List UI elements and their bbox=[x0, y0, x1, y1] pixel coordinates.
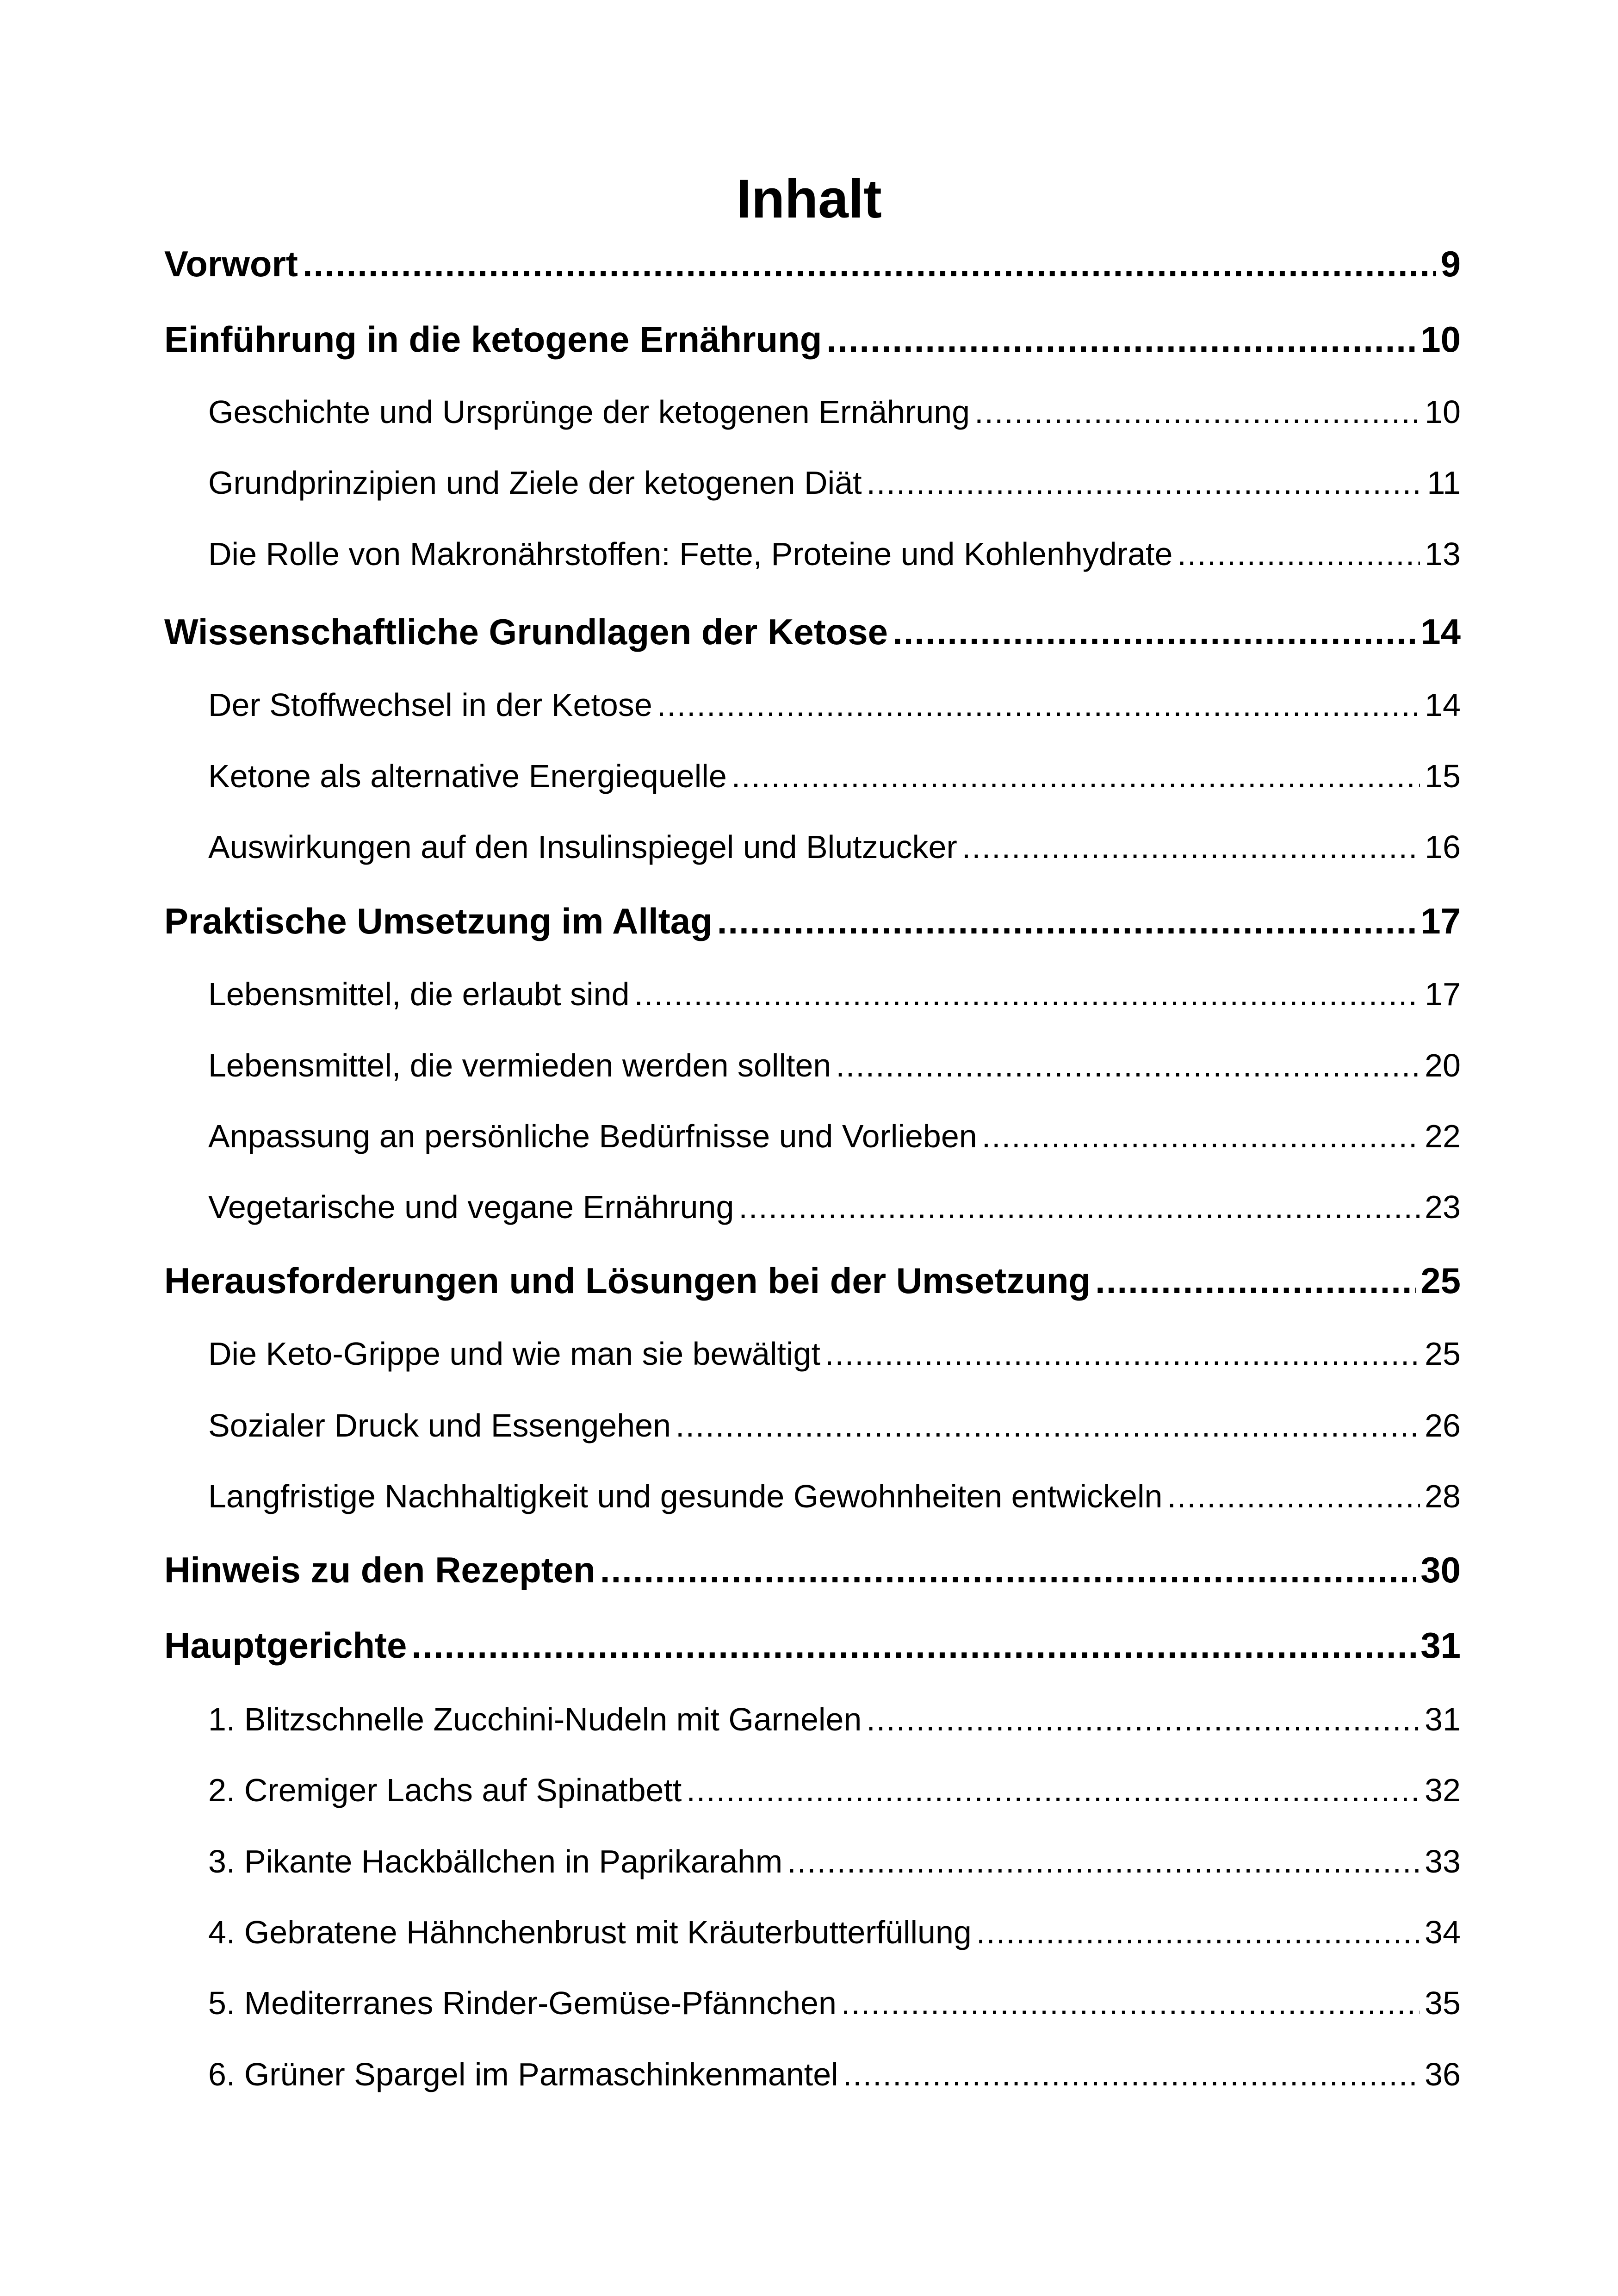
dot-leader bbox=[976, 1909, 1420, 1955]
toc-entry-label: 3. Pikante Hackbällchen in Paprikarahm bbox=[208, 1843, 783, 1879]
toc-entry-page-number: 11 bbox=[1427, 465, 1461, 501]
toc-entry-label: Herausforderungen und Lösungen bei der Umsetzung bbox=[164, 1260, 1091, 1301]
toc-chapter-entry bbox=[164, 896, 1461, 946]
toc-entry-page-number: 31 bbox=[1420, 1625, 1461, 1666]
toc-entry-page-number: 35 bbox=[1425, 1985, 1461, 2021]
toc-entry-page-number: 23 bbox=[1425, 1189, 1461, 1225]
toc-entry-label: Lebensmittel, die vermieden werden sollten bbox=[208, 1047, 831, 1083]
dot-leader bbox=[738, 1184, 1420, 1230]
dot-leader bbox=[1167, 1473, 1420, 1519]
toc-entry-page-number: 9 bbox=[1440, 243, 1461, 284]
toc-entry-label: Grundprinzipien und Ziele der ketogenen Diät bbox=[208, 465, 862, 501]
toc-chapter-entry bbox=[164, 238, 1461, 289]
dot-leader bbox=[974, 389, 1420, 435]
toc-entry-page-number: 25 bbox=[1425, 1336, 1461, 1372]
toc-section-entry bbox=[208, 1767, 1461, 1813]
page-title: Inhalt bbox=[736, 168, 882, 230]
toc-entry-label: Geschichte und Ursprünge der ketogenen Ernährung bbox=[208, 394, 970, 430]
dot-leader bbox=[411, 1620, 1416, 1671]
toc-section-entry bbox=[208, 1113, 1461, 1159]
dot-leader bbox=[982, 1113, 1420, 1159]
dot-leader bbox=[836, 1042, 1420, 1089]
dot-leader bbox=[962, 824, 1420, 870]
toc-entry-page-number: 26 bbox=[1425, 1407, 1461, 1444]
toc-entry-label: 1. Blitzschnelle Zucchini-Nudeln mit Garnelen bbox=[208, 1701, 862, 1737]
toc-entry-label: Sozialer Druck und Essengehen bbox=[208, 1407, 671, 1444]
toc-section-entry bbox=[208, 753, 1461, 799]
toc-entry-label: Langfristige Nachhaltigkeit und gesunde Gewohnheiten entwickeln bbox=[208, 1478, 1163, 1514]
toc-entry-page-number: 16 bbox=[1425, 829, 1461, 865]
toc-entry-label: Vegetarische und vegane Ernährung bbox=[208, 1189, 734, 1225]
dot-leader bbox=[843, 2051, 1420, 2097]
dot-leader bbox=[825, 1331, 1420, 1377]
toc-entry-label: Hauptgerichte bbox=[164, 1625, 407, 1666]
dot-leader bbox=[867, 460, 1423, 506]
dot-leader bbox=[1177, 531, 1420, 577]
dot-leader bbox=[686, 1767, 1420, 1813]
toc-section-entry bbox=[208, 1331, 1461, 1377]
toc-entry-page-number: 31 bbox=[1425, 1701, 1461, 1737]
toc-entry-label: Die Rolle von Makronährstoffen: Fette, Proteine und Kohlenhydrate bbox=[208, 536, 1173, 572]
toc-entry-page-number: 17 bbox=[1420, 901, 1461, 941]
toc-entry-label: 5. Mediterranes Rinder-Gemüse-Pfännchen bbox=[208, 1985, 837, 2021]
toc-section-entry bbox=[208, 2051, 1461, 2097]
dot-leader bbox=[600, 1544, 1416, 1595]
toc-entry-page-number: 14 bbox=[1420, 611, 1461, 652]
dot-leader bbox=[676, 1402, 1420, 1449]
toc-section-entry bbox=[208, 1838, 1461, 1885]
toc-entry-label: Lebensmittel, die erlaubt sind bbox=[208, 976, 630, 1012]
dot-leader bbox=[657, 682, 1420, 728]
toc-section-entry bbox=[208, 1909, 1461, 1955]
toc-entry-label: Praktische Umsetzung im Alltag bbox=[164, 901, 713, 941]
toc-section-entry bbox=[208, 971, 1461, 1017]
toc-section-entry bbox=[208, 460, 1461, 506]
toc-chapter-entry bbox=[164, 1544, 1461, 1595]
dot-leader bbox=[787, 1838, 1420, 1885]
toc-chapter-entry bbox=[164, 1255, 1461, 1306]
toc-entry-label: Wissenschaftliche Grundlagen der Ketose bbox=[164, 611, 888, 652]
toc-section-entry bbox=[208, 531, 1461, 577]
toc-entry-label: 6. Grüner Spargel im Parmaschinkenmantel bbox=[208, 2056, 838, 2092]
toc-chapter-entry bbox=[164, 314, 1461, 365]
toc-entry-page-number: 10 bbox=[1420, 319, 1461, 360]
dot-leader bbox=[826, 314, 1416, 365]
toc-section-entry bbox=[208, 1184, 1461, 1230]
toc-section-entry bbox=[208, 1402, 1461, 1449]
dot-leader bbox=[893, 606, 1416, 657]
toc-entry-label: Anpassung an persönliche Bedürfnisse und Vorlieben bbox=[208, 1118, 977, 1154]
toc-entry-page-number: 36 bbox=[1425, 2056, 1461, 2092]
toc-entry-page-number: 32 bbox=[1425, 1772, 1461, 1808]
toc-entry-page-number: 25 bbox=[1420, 1260, 1461, 1301]
toc-entry-page-number: 17 bbox=[1425, 976, 1461, 1012]
toc-entry-page-number: 14 bbox=[1425, 687, 1461, 723]
dot-leader bbox=[303, 238, 1436, 289]
toc-section-entry bbox=[208, 1473, 1461, 1519]
toc-entry-label: Einführung in die ketogene Ernährung bbox=[164, 319, 822, 360]
toc-section-entry bbox=[208, 389, 1461, 435]
toc-entry-label: 2. Cremiger Lachs auf Spinatbett bbox=[208, 1772, 682, 1808]
toc-entry-page-number: 30 bbox=[1420, 1549, 1461, 1590]
dot-leader bbox=[841, 1980, 1420, 2026]
toc-section-entry bbox=[208, 1696, 1461, 1742]
toc-entry-page-number: 33 bbox=[1425, 1843, 1461, 1879]
toc-section-entry bbox=[208, 1980, 1461, 2026]
dot-leader bbox=[866, 1696, 1420, 1742]
toc-entry-label: Auswirkungen auf den Insulinspiegel und Blutzucker bbox=[208, 829, 957, 865]
toc-section-entry bbox=[208, 682, 1461, 728]
dot-leader bbox=[732, 753, 1420, 799]
toc-entry-page-number: 20 bbox=[1425, 1047, 1461, 1083]
toc-section-entry bbox=[208, 824, 1461, 870]
toc-entry-label: Die Keto-Grippe und wie man sie bewältigt bbox=[208, 1336, 820, 1372]
toc-entry-page-number: 28 bbox=[1425, 1478, 1461, 1514]
dot-leader bbox=[1095, 1255, 1416, 1306]
toc-entry-page-number: 10 bbox=[1425, 394, 1461, 430]
toc-entry-page-number: 15 bbox=[1425, 758, 1461, 794]
toc-entry-page-number: 13 bbox=[1425, 536, 1461, 572]
toc-chapter-entry bbox=[164, 1620, 1461, 1671]
dot-leader bbox=[634, 971, 1420, 1017]
toc-entry-page-number: 34 bbox=[1425, 1914, 1461, 1950]
toc-entry-page-number: 22 bbox=[1425, 1118, 1461, 1154]
toc-entry-label: 4. Gebratene Hähnchenbrust mit Kräuterbutterfüllung bbox=[208, 1914, 972, 1950]
toc-entry-label: Der Stoffwechsel in der Ketose bbox=[208, 687, 652, 723]
toc-section-entry bbox=[208, 1042, 1461, 1089]
toc-entry-label: Hinweis zu den Rezepten bbox=[164, 1549, 595, 1590]
toc-chapter-entry bbox=[164, 606, 1461, 657]
toc-entry-label: Vorwort bbox=[164, 243, 298, 284]
toc-entry-label: Ketone als alternative Energiequelle bbox=[208, 758, 727, 794]
dot-leader bbox=[717, 896, 1416, 946]
